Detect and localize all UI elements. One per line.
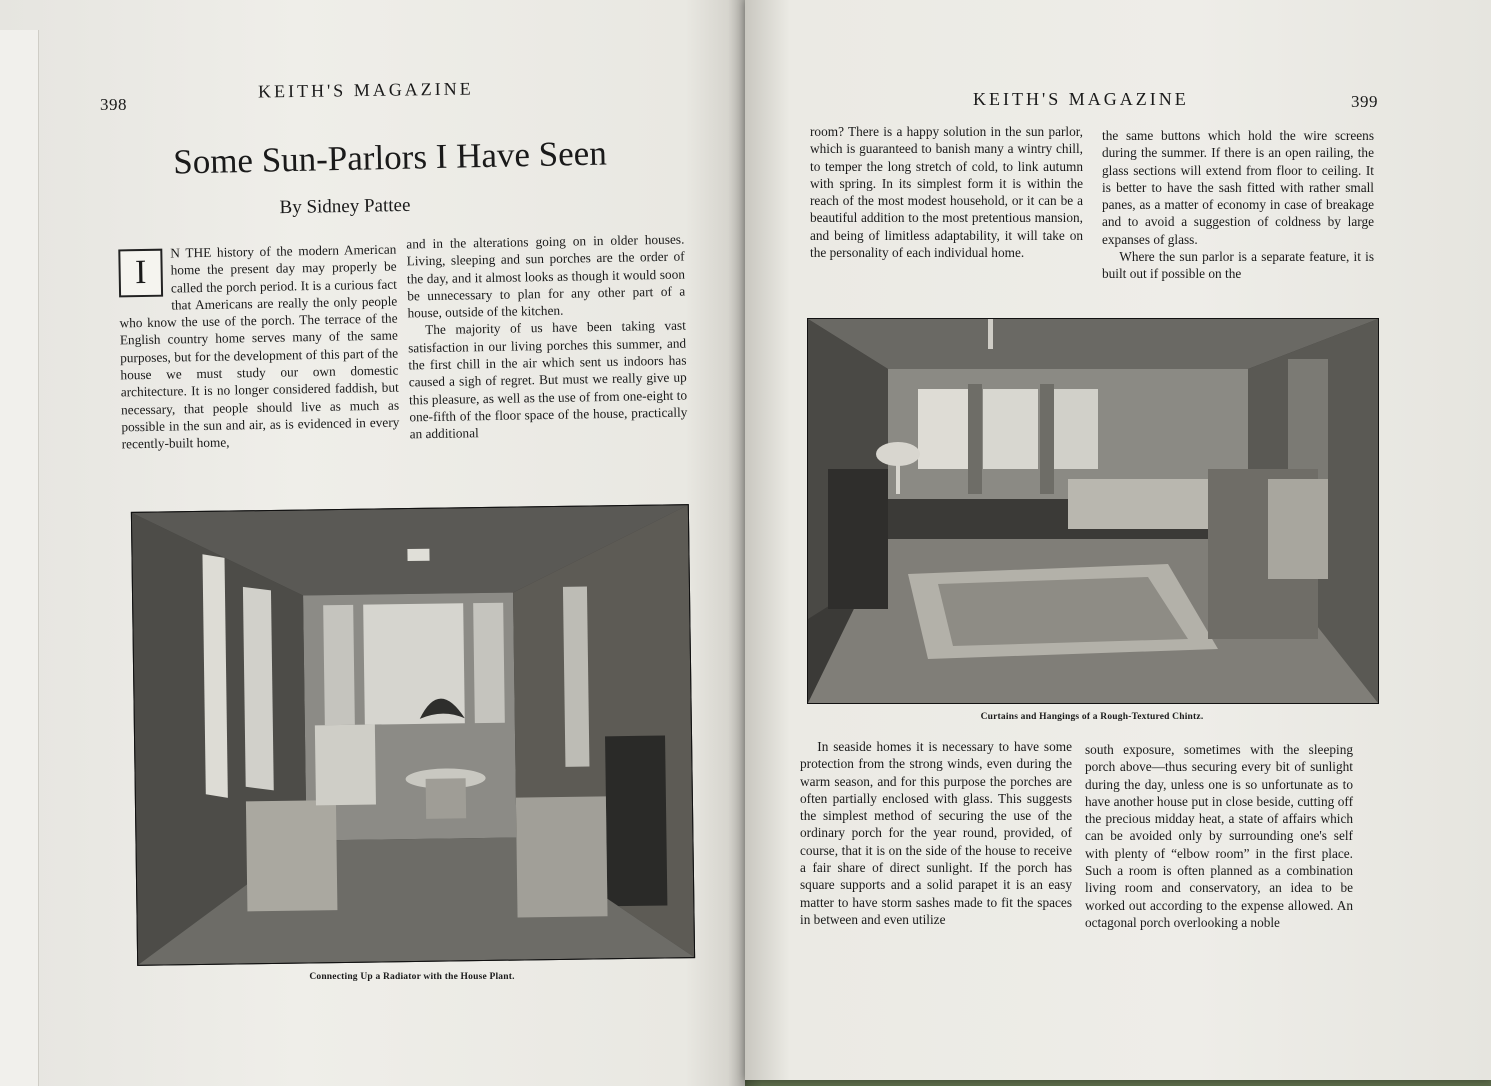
paragraph: Where the sun parlor is a separate feature, it is built out if possible on the [1102, 249, 1374, 282]
right-column-1-top [810, 123, 1083, 261]
previous-page-edge [0, 30, 39, 1086]
left-column-2 [406, 231, 688, 443]
left-page [0, 0, 745, 1086]
photo-caption: Connecting Up a Radiator with the House Plant. [309, 972, 515, 982]
page-number: 398 [100, 95, 127, 114]
right-column-1-bottom [800, 738, 1072, 928]
paragraph: south exposure, sometimes with the sleeping porch above—thus securing every bit of sunlight during the day, unless one is so unfortunate as to have another house put in close beside, cutting off the precious midday heat, a state of affairs which can be avoided only by surrounding one's self with plenty of “elbow room” in the first place. Such a room is often planned as a combination living room and conservatory, an idea to be worked out according to the expense allowed. An octagonal porch overlooking a noble [1085, 742, 1353, 930]
right-column-2-top [1102, 127, 1374, 283]
photo-caption: Curtains and Hangings of a Rough-Textured Chintz. [980, 712, 1204, 722]
porch-photo [131, 504, 695, 966]
running-head: KEITH'S MAGAZINE [257, 78, 474, 102]
paragraph: N THE history of the modern American home the present day may properly be called the porch period. It is a curious fact that Americans are really the only people who know the use of the porch. The terrace of the English country home serves many of the same purposes, but for the development of this part of the house we must study our own domestic architecture. It is no longer considered faddish, but necessary, that people should live as much as possible in the sun and air, as is evidenced in every recently-built home, [119, 241, 400, 452]
right-column-2-bottom [1085, 741, 1353, 931]
article-title: Some Sun-Parlors I Have Seen [172, 133, 608, 182]
paragraph: The majority of us have been taking vast satisfaction in our living porches this summer, and the first chill in the air which sent us indoors has caused a sigh of regret. But must we really give up this pleasure, as well as the use of from one-eight to one-fifth of the floor space of the house, practically an additional [408, 318, 688, 442]
sun-parlor-photo [807, 318, 1379, 704]
drop-cap: I [118, 249, 163, 298]
paragraph: the same buttons which hold the wire screens during the summer. If there is an open railing, the glass sections will extend from floor to ceiling. It is better to have the sash fitted with rather small panes, as a matter of economy in case of breakage and to avoid a suggestion of coldness by large expanses of glass. [1102, 128, 1374, 247]
right-page [745, 0, 1491, 1080]
paragraph: In seaside homes it is necessary to have some protection from the strong winds, even during the warm season, and for this purpose the porches are often partially enclosed with glass. This suggests the simplest method of securing the use of the ordinary porch for the year round, provided, of course, that it is on the side of the house to receive a fair share of direct sunlight. If the porch has square supports and a solid parapet it is an easy matter to have storm sashes made to fit the spaces in between and even utilize [800, 739, 1072, 927]
paragraph: and in the alterations going on in older houses. Living, sleeping and sun porches are the order of the day, and it almost looks as though it would soon be unnecessary to plan for any other part of a house, outside of the kitchen. [406, 231, 686, 321]
page-number: 399 [1351, 92, 1378, 111]
byline: By Sidney Pattee [279, 194, 411, 219]
running-head: KEITH'S MAGAZINE [973, 89, 1189, 109]
paragraph: room? There is a happy solution in the sun parlor, which is guaranteed to banish many a wintry chill, to temper the long stretch of cold, to link autumn with spring. In its simplest form it is within the reach of the most modest household, or it can be a beautiful addition to the most pretentious mansion, and being of limitless adaptability, it will take on the personality of each individual home. [810, 124, 1083, 261]
left-column-1 [118, 241, 400, 453]
